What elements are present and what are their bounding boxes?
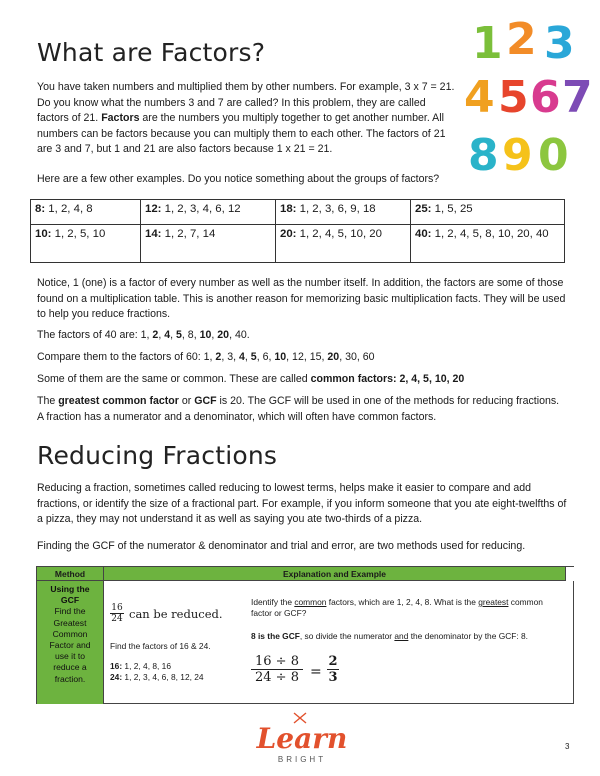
digit-2: 2 bbox=[506, 14, 537, 65]
digit-1: 1 bbox=[472, 18, 503, 69]
f40-sep: , 8, bbox=[181, 329, 200, 341]
f60-prefix: Compare them to the factors of 60: 1, bbox=[37, 351, 216, 363]
method-line: Greatest bbox=[53, 617, 87, 628]
table-cell bbox=[276, 225, 411, 263]
cell-number: 20: bbox=[280, 228, 297, 240]
f40-common: 20 bbox=[217, 329, 230, 341]
cell-number: 10: bbox=[35, 228, 52, 240]
division-numerator: 16 ÷ 8 bbox=[251, 654, 303, 670]
f40-common: 4 bbox=[164, 329, 171, 341]
method-table-header bbox=[37, 567, 565, 581]
cell-factors: 1, 5, 25 bbox=[431, 203, 473, 215]
f40-common: 10 bbox=[199, 329, 212, 341]
factors-of-40 bbox=[37, 328, 567, 344]
section-title-factors: What are Factors? bbox=[37, 38, 266, 67]
cell-number: 12: bbox=[145, 203, 162, 215]
cell-number: 40: bbox=[415, 228, 432, 240]
logo-sub: BRIGHT bbox=[277, 755, 327, 764]
find-factors-text: Find the factors of 16 & 24. bbox=[110, 641, 211, 651]
table-cell bbox=[411, 200, 565, 225]
f40-sep: , 40. bbox=[229, 329, 250, 341]
f60-sep: , 30, 60 bbox=[339, 351, 375, 363]
identify-text: Identify the bbox=[251, 597, 295, 607]
intro-text-b: are the numbers you multiply together to get another number. All numbers can be factors because you can multiply them to each other. The factors of 21 are 3 and 7, but 1 and 21 are also factors because 1 x 21 = 21. bbox=[37, 112, 446, 156]
table-row bbox=[31, 200, 565, 225]
f60-common: 20 bbox=[327, 351, 340, 363]
gcf-bold: greatest common factor bbox=[58, 395, 179, 407]
table-cell bbox=[411, 225, 565, 263]
f60-common: 10 bbox=[274, 351, 287, 363]
method-line: Factor and bbox=[49, 640, 91, 651]
digit-8: 8 bbox=[468, 130, 499, 181]
header-method: Method bbox=[37, 567, 104, 581]
f60-sep: , 6, bbox=[256, 351, 275, 363]
cell-factors: 1, 2, 4, 5, 10, 20 bbox=[296, 228, 382, 240]
f60-common: 5 bbox=[250, 351, 257, 363]
factors-table bbox=[30, 199, 565, 263]
table-cell bbox=[31, 225, 141, 263]
f40-sep: , bbox=[170, 329, 177, 341]
identify-underline: common bbox=[294, 597, 327, 607]
cell-factors: 1, 2, 7, 14 bbox=[161, 228, 216, 240]
method-line: fraction. bbox=[54, 673, 86, 684]
identify-text: factors, which are 1, 2, 4, 8. What is the bbox=[326, 597, 479, 607]
cell-factors: 1, 2, 4, 8 bbox=[45, 203, 93, 215]
f40-common: 5 bbox=[176, 329, 182, 341]
gcf-divide: the denominator by the GCF: 8. bbox=[408, 631, 529, 641]
method-line: Common bbox=[52, 628, 88, 639]
division-fraction bbox=[251, 654, 303, 685]
digit-9: 9 bbox=[502, 130, 533, 181]
f24-list: 1, 2, 3, 4, 6, 8, 12, 24 bbox=[122, 672, 204, 682]
gcf-text: or bbox=[178, 395, 195, 407]
intro-text-a: You have taken numbers and multiplied them by other numbers. For example, 3 x 7 = 21. Do you know what the numbers 3 and 7 are called? In this problem, they are called factors of 21. bbox=[37, 81, 455, 125]
method-table bbox=[36, 566, 574, 704]
section-title-reducing: Reducing Fractions bbox=[37, 441, 278, 470]
methods-paragraph: Finding the GCF of the numerator & denominator and trial and error, are two methods used for reducing. bbox=[37, 540, 526, 552]
cell-factors: 1, 2, 3, 4, 6, 12 bbox=[161, 203, 241, 215]
f40-sep: , bbox=[158, 329, 165, 341]
factors-16-line bbox=[110, 661, 171, 672]
digit-7: 7 bbox=[562, 72, 593, 123]
result-fraction bbox=[327, 654, 339, 685]
factors-24-line bbox=[110, 672, 204, 683]
cell-number: 14: bbox=[145, 228, 162, 240]
f60-common: 4 bbox=[239, 351, 245, 363]
common-factors-line bbox=[37, 372, 567, 388]
digit-3: 3 bbox=[544, 18, 575, 69]
identify-underline: greatest bbox=[478, 597, 509, 607]
identify-text: common factor or GCF? bbox=[251, 597, 543, 618]
method-line: reduce a bbox=[53, 662, 87, 673]
page-number: 3 bbox=[565, 742, 570, 751]
intro-factors-bold: Factors bbox=[101, 112, 140, 125]
common-factors-bold: common factors bbox=[310, 373, 394, 385]
gcf-divide-text bbox=[251, 631, 561, 642]
learn-bright-logo bbox=[252, 710, 352, 770]
table-cell bbox=[141, 225, 276, 263]
gcf-divide: , so divide the numerator bbox=[299, 631, 395, 641]
digit-4: 4 bbox=[464, 72, 495, 123]
f60-sep: , bbox=[244, 351, 251, 363]
examples-intro: Here are a few other examples. Do you notice something about the groups of factors? bbox=[37, 173, 440, 185]
gcf-is-8: 8 is the GCF bbox=[251, 631, 300, 641]
intro-paragraph bbox=[37, 80, 455, 158]
factors-of-60 bbox=[37, 350, 567, 366]
cell-factors: 1, 2, 4, 5, 8, 10, 20, 40 bbox=[431, 228, 549, 240]
table-row bbox=[31, 225, 565, 263]
header-explanation: Explanation and Example bbox=[283, 569, 386, 579]
digit-6: 6 bbox=[530, 72, 561, 123]
method-line: Find the bbox=[54, 606, 86, 617]
notice-paragraph: Notice, 1 (one) is a factor of every number as well as the number itself. In addition, the factors are some of those found on a multiplication table. This is another reason for memorizing basic multiplication facts. They will be used to help you reduce fractions. bbox=[37, 277, 566, 321]
cell-number: 18: bbox=[280, 203, 297, 215]
f40-prefix: The factors of 40 are: 1, bbox=[37, 329, 153, 341]
f40-sep: , bbox=[211, 329, 218, 341]
f16-label: 16: bbox=[110, 661, 123, 671]
method-title: Using the GCF bbox=[50, 584, 90, 606]
f24-label: 24: bbox=[110, 672, 123, 682]
cell-factors: 1, 2, 3, 6, 9, 18 bbox=[296, 203, 376, 215]
common-prefix: Some of them are the same or common. These are called bbox=[37, 373, 311, 385]
fraction-16-24 bbox=[110, 603, 124, 624]
digit-5: 5 bbox=[498, 72, 529, 123]
equals-sign: = bbox=[310, 664, 322, 680]
number-splash-art bbox=[464, 14, 594, 184]
cell-number: 25: bbox=[415, 203, 432, 215]
learn-bright-logo-art bbox=[252, 710, 352, 770]
table-cell bbox=[141, 200, 276, 225]
common-factors-list: : 2, 4, 5, 10, 20 bbox=[393, 373, 465, 385]
digit-0: 0 bbox=[538, 130, 569, 181]
gcf-paragraph bbox=[37, 394, 567, 425]
logo-word: Learn bbox=[256, 722, 348, 755]
gcf-and: and bbox=[394, 631, 409, 641]
result-numerator: 2 bbox=[328, 654, 338, 669]
division-denominator: 24 ÷ 8 bbox=[255, 670, 299, 685]
gcf-text: is 20. The GCF will be used in one of the methods for reducing fractions. A fraction has a numerator and a denominator, which will often have common factors. bbox=[37, 395, 560, 423]
gcf-abbrev: GCF bbox=[194, 395, 217, 407]
table-cell bbox=[276, 200, 411, 225]
method-cell bbox=[37, 581, 104, 704]
cell-number: 8: bbox=[35, 203, 46, 215]
fraction-numerator: 16 bbox=[111, 603, 123, 613]
f60-sep: , 12, 15, bbox=[286, 351, 328, 363]
method-line: use it to bbox=[54, 651, 86, 662]
f60-common: 2 bbox=[215, 351, 222, 363]
table-cell bbox=[31, 200, 141, 225]
header-spacer bbox=[565, 567, 574, 581]
fraction-denominator: 24 bbox=[111, 614, 123, 624]
can-be-reduced-text: can be reduced. bbox=[129, 607, 223, 621]
cell-factors: 1, 2, 5, 10 bbox=[51, 228, 106, 240]
f40-common: 2 bbox=[152, 329, 159, 341]
f16-list: 1, 2, 4, 8, 16 bbox=[122, 661, 171, 671]
gcf-text: The bbox=[37, 395, 59, 407]
f60-sep: , 3, bbox=[221, 351, 239, 363]
reducing-paragraph: Reducing a fraction, sometimes called reducing to lowest terms, helps make it easier to compare and add fractions, or identify the size of a fractional part. For example, if you inform someone that you ate eight-twelfths of a pizza, they may not understand it as well as saying you ate two-thirds of a pizza. bbox=[37, 482, 567, 526]
identify-common-text bbox=[251, 597, 551, 619]
result-denominator: 3 bbox=[328, 670, 338, 685]
